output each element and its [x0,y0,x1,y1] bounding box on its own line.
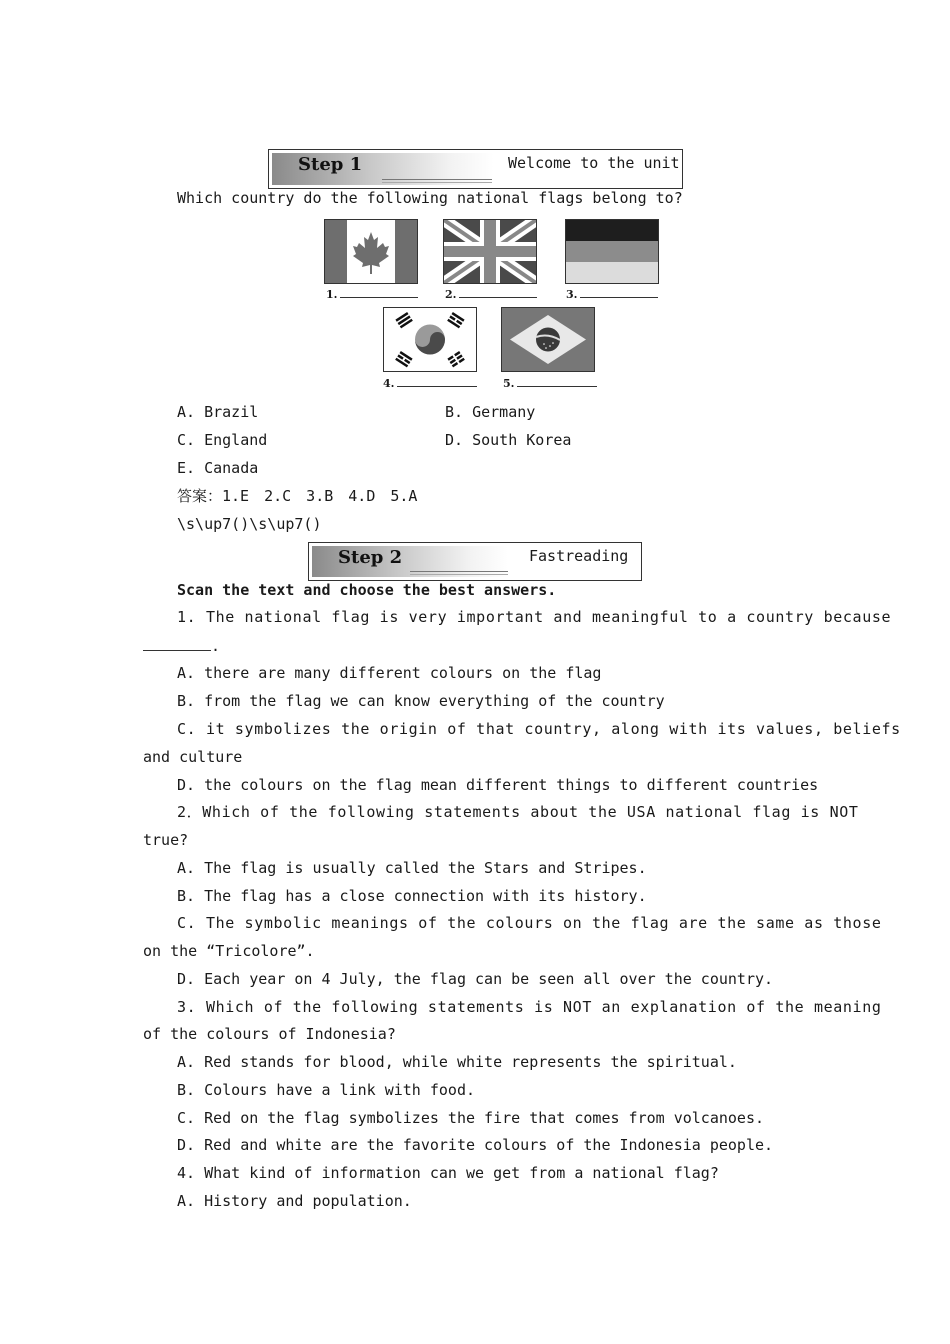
option-e: E. Canada [177,459,259,477]
option-a: A. Brazil [177,403,259,421]
q1-stem: 1. The national flag is very important and meaningful to a country because [177,608,892,626]
q2-option-c: C. The symbolic meanings of the colours on the flag are the same as those [177,914,882,932]
q3-stem-cont: of the colours of Indonesia? [143,1025,396,1043]
q1-option-d: D. the colours on the flag mean different things to different countries [177,776,819,794]
flag-germany-image [565,219,659,284]
flag-uk-image [443,219,537,284]
q1-option-a: A. there are many different colours on the flag [177,664,602,682]
step2-tab [312,546,508,577]
q3-option-b: B. Colours have a link with food. [177,1081,476,1099]
q2-option-b: B. The flag has a close connection with its history. [177,887,647,905]
step1-tab [272,153,494,185]
flag-label-2: 2. [445,288,537,301]
q2-option-d: D. Each year on 4 July, the flag can be seen all over the country. [177,970,774,988]
step1-label: Step 1 [298,154,363,175]
flag-label-3: 3. [566,288,658,301]
option-d: D. South Korea [445,431,572,449]
q3-option-a: A. Red stands for blood, while white represents the spiritual. [177,1053,737,1071]
flag-label-4: 4. [383,377,477,390]
option-b: B. Germany [445,403,536,421]
q1-option-c: C. it symbolizes the origin of that country, along with its values, beliefs [177,720,901,738]
answer-key: 答案：1.E 2.C 3.B 4.D 5.A [177,487,418,505]
flag-label-5: 5. [503,377,597,390]
step2-header [308,542,642,581]
brazil-flag-icon [502,308,594,371]
flag-canada-image [324,219,418,284]
q4-option-a: A. History and population. [177,1192,412,1210]
flag-label-1: 1. [326,288,418,301]
flag-south-korea-image [383,307,477,372]
union-jack-icon [444,220,536,283]
step1-title: Welcome to the unit [508,154,680,172]
q3-stem: 3. Which of the following statements is NOT an explanation of the meaning [177,998,882,1016]
scan-instruction: Scan the text and choose the best answers. [177,581,557,599]
q3-option-c: C. Red on the flag symbolizes the fire that comes from volcanoes. [177,1109,764,1127]
q1-option-c-cont: and culture [143,748,243,766]
artifact-text: \s\up7()\s\up7() [177,515,322,533]
q2-option-a: A. The flag is usually called the Stars and Stripes. [177,859,647,877]
q2-stem: 2．Which of the following statements about the USA national flag is NOT [177,803,859,821]
south-korea-flag-icon [384,308,476,371]
q3-option-d: D. Red and white are the favorite colours of the Indonesia people. [177,1136,774,1154]
q4-stem: 4. What kind of information can we get from a national flag? [177,1164,719,1182]
step2-title: Fastreading [529,547,629,565]
option-c: C. England [177,431,268,449]
flag-brazil-image [501,307,595,372]
step1-header [268,149,683,189]
q1-option-b: B. from the flag we can know everything of the country [177,692,665,710]
answer-blank [143,636,211,651]
step2-label: Step 2 [338,547,403,568]
q1-blank-line: . [143,636,220,655]
q2-stem-cont: true? [143,831,189,849]
canada-flag-icon [325,220,417,283]
flag-question: Which country do the following national flags belong to? [177,189,683,207]
q2-option-c-cont: on the “Tricolore”. [143,942,315,960]
